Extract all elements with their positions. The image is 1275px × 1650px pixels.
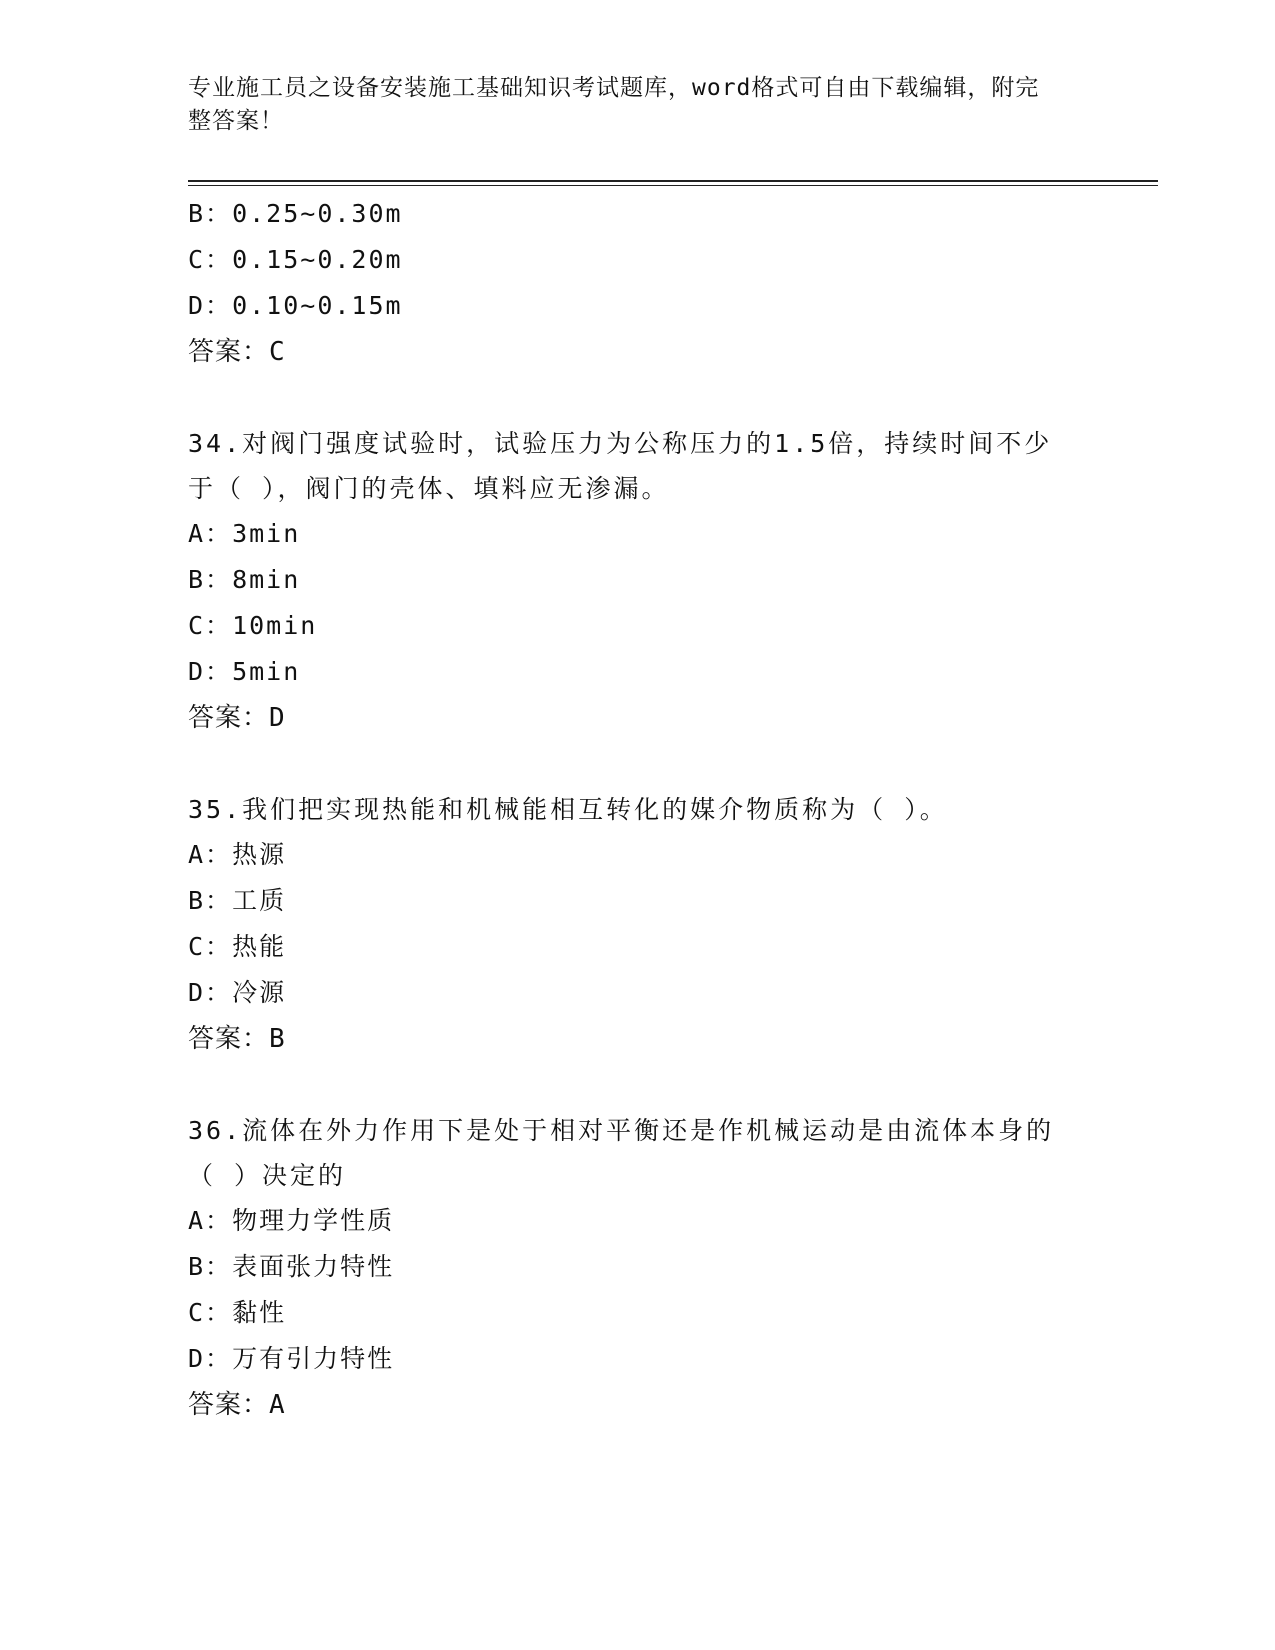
option-c — [188, 924, 1118, 970]
question-list — [188, 191, 1118, 1428]
option-b — [188, 557, 1118, 603]
option-text: 8min — [232, 565, 301, 594]
option-c — [188, 603, 1118, 649]
answer-line: 答案：D — [188, 703, 286, 733]
option-d — [188, 283, 1118, 329]
option-b — [188, 878, 1118, 924]
option-d — [188, 649, 1118, 695]
option-label: D： — [188, 978, 233, 1007]
option-label: C： — [188, 1298, 233, 1327]
option-label: D： — [188, 291, 233, 320]
option-text: 热能 — [232, 932, 287, 961]
option-text: 3min — [232, 519, 301, 548]
option-a — [188, 511, 1118, 557]
option-text: 表面张力特性 — [232, 1252, 395, 1281]
answer-line: 答案：C — [188, 337, 286, 367]
option-label: C： — [188, 611, 233, 640]
answer-line: 答案：A — [188, 1390, 286, 1420]
question-text — [188, 421, 1118, 511]
option-label: A： — [188, 519, 233, 548]
option-label: A： — [188, 1206, 233, 1235]
question-36 — [188, 1108, 1118, 1428]
option-c — [188, 1290, 1118, 1336]
option-text: 万有引力特性 — [232, 1344, 395, 1373]
question-text — [188, 787, 1118, 832]
question-text-line-1: 35.我们把实现热能和机械能相互转化的媒介物质称为（ ）。 — [188, 795, 948, 824]
question-text-line-1: 36.流体在外力作用下是处于相对平衡还是作机械运动是由流体本身的 — [188, 1116, 1055, 1145]
option-text: 0.10~0.15m — [232, 291, 403, 320]
option-text: 工质 — [232, 886, 287, 915]
option-label: B： — [188, 886, 233, 915]
option-text: 5min — [232, 657, 301, 686]
option-text: 10min — [232, 611, 318, 640]
option-text: 黏性 — [232, 1298, 287, 1327]
option-label: B： — [188, 1252, 233, 1281]
option-label: D： — [188, 1344, 233, 1373]
spacer — [188, 741, 1118, 787]
question-text-line-2: 于（ ），阀门的壳体、填料应无渗漏。 — [188, 474, 670, 503]
option-label: B： — [188, 565, 233, 594]
spacer — [188, 1062, 1118, 1108]
question-33-continuation — [188, 191, 1118, 375]
question-text-line-1: 34.对阀门强度试验时，试验压力为公称压力的1.5倍，持续时间不少 — [188, 429, 1053, 458]
option-a — [188, 832, 1118, 878]
option-a — [188, 1198, 1118, 1244]
header-line-1: 专业施工员之设备安装施工基础知识考试题库，word格式可自由下载编辑，附完 — [188, 75, 1040, 101]
option-b — [188, 191, 1118, 237]
option-text: 热源 — [232, 840, 287, 869]
question-34 — [188, 421, 1118, 741]
option-text: 物理力学性质 — [232, 1206, 395, 1235]
option-text: 0.15~0.20m — [232, 245, 403, 274]
option-label: D： — [188, 657, 233, 686]
option-b — [188, 1244, 1118, 1290]
option-label: C： — [188, 245, 233, 274]
option-label: B： — [188, 199, 233, 228]
option-d — [188, 970, 1118, 1016]
question-text-line-2: （ ）决定的 — [188, 1161, 347, 1190]
question-35 — [188, 787, 1118, 1062]
document-header — [188, 72, 1088, 138]
option-text: 0.25~0.30m — [232, 199, 403, 228]
option-d — [188, 1336, 1118, 1382]
header-line-2: 整答案！ — [188, 108, 284, 134]
header-divider-thin — [188, 185, 1158, 186]
spacer — [188, 375, 1118, 421]
option-c — [188, 237, 1118, 283]
answer-line: 答案：B — [188, 1024, 286, 1054]
option-label: C： — [188, 932, 233, 961]
option-label: A： — [188, 840, 233, 869]
header-divider-thick — [188, 180, 1158, 182]
question-text — [188, 1108, 1118, 1198]
option-text: 冷源 — [232, 978, 287, 1007]
